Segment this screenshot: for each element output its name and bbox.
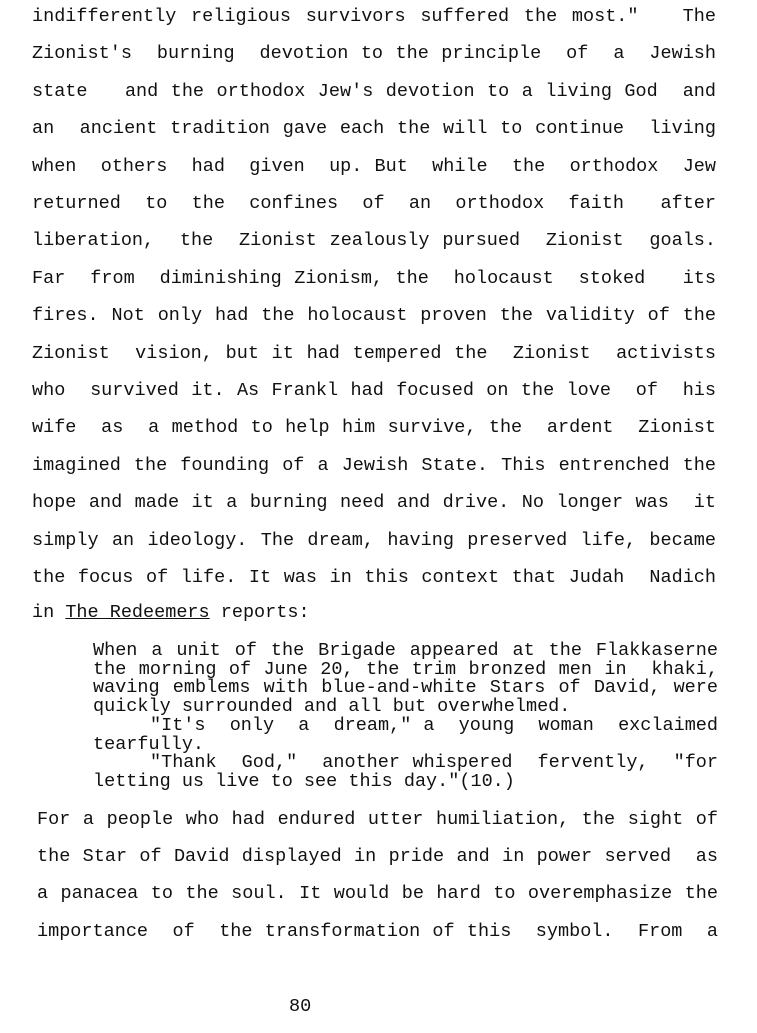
book-title: The Redeemers	[65, 602, 210, 623]
body-text-line: the focus of life. It was in this context that Judah Nadich	[32, 567, 716, 588]
body-text-line: the Star of David displayed in pride and in power served as	[37, 846, 718, 868]
body-text-line: fires. Not only had the holocaust proven the validity of the	[32, 305, 716, 327]
text: in	[32, 602, 66, 623]
body-text-line: wife as a method to help him survive, the ardent Zionist	[32, 417, 716, 439]
block-quote-line: waving emblems with blue-and-white Stars of David, were	[93, 677, 718, 699]
block-quote-line: When a unit of the Brigade appeared at the Flakkaserne	[93, 640, 718, 661]
body-text-line: hope and made it a burning need and drive. No longer was it	[32, 492, 716, 514]
block-quote-line: the morning of June 20, the trim bronzed men in khaki,	[93, 658, 718, 680]
body-text-line: when others had given up. But while the orthodox Jew	[32, 155, 716, 177]
body-text-line: Far from diminishing Zionism, the holocaust stoked its	[32, 267, 716, 289]
block-quote-line: quickly surrounded and all but overwhelmed.	[93, 696, 571, 718]
body-text-line: importance of the transformation of this symbol. From a	[37, 920, 718, 942]
body-text-line: an ancient tradition gave each the will to continue living	[32, 118, 716, 140]
body-text-line: indifferently religious survivors suffered the most." The	[32, 6, 716, 27]
body-text-line: Zionist's burning devotion to the principle of a Jewish	[32, 43, 716, 65]
citation-line	[32, 602, 716, 624]
body-text-line: a panacea to the soul. It would be hard to overemphasize the	[37, 883, 718, 905]
body-text-line: simply an ideology. The dream, having preserved life, became	[32, 529, 716, 551]
body-text-line: returned to the confines of an orthodox faith after	[32, 193, 716, 214]
block-quote-line: tearfully.	[93, 733, 205, 755]
body-text-line: Zionist vision, but it had tempered the Zionist activists	[32, 342, 716, 364]
body-text-line: state and the orthodox Jew's devotion to a living God and	[32, 80, 716, 102]
block-quote-line: letting us live to see this day."(10.)	[93, 770, 515, 792]
text: reports:	[209, 602, 310, 623]
block-quote-line: "It's only a dream," a young woman exclaimed	[150, 714, 718, 736]
body-text-line: who survived it. As Frankl had focused on the love of his	[32, 380, 716, 401]
body-text-line: For a people who had endured utter humiliation, the sight of	[37, 809, 718, 830]
body-text-line: imagined the founding of a Jewish State. This entrenched the	[32, 454, 716, 476]
body-text-line: liberation, the Zionist zealously pursued Zionist goals.	[32, 230, 716, 252]
page-number: 80	[289, 996, 312, 1017]
block-quote-line: "Thank God," another whispered fervently, "for	[150, 752, 718, 774]
